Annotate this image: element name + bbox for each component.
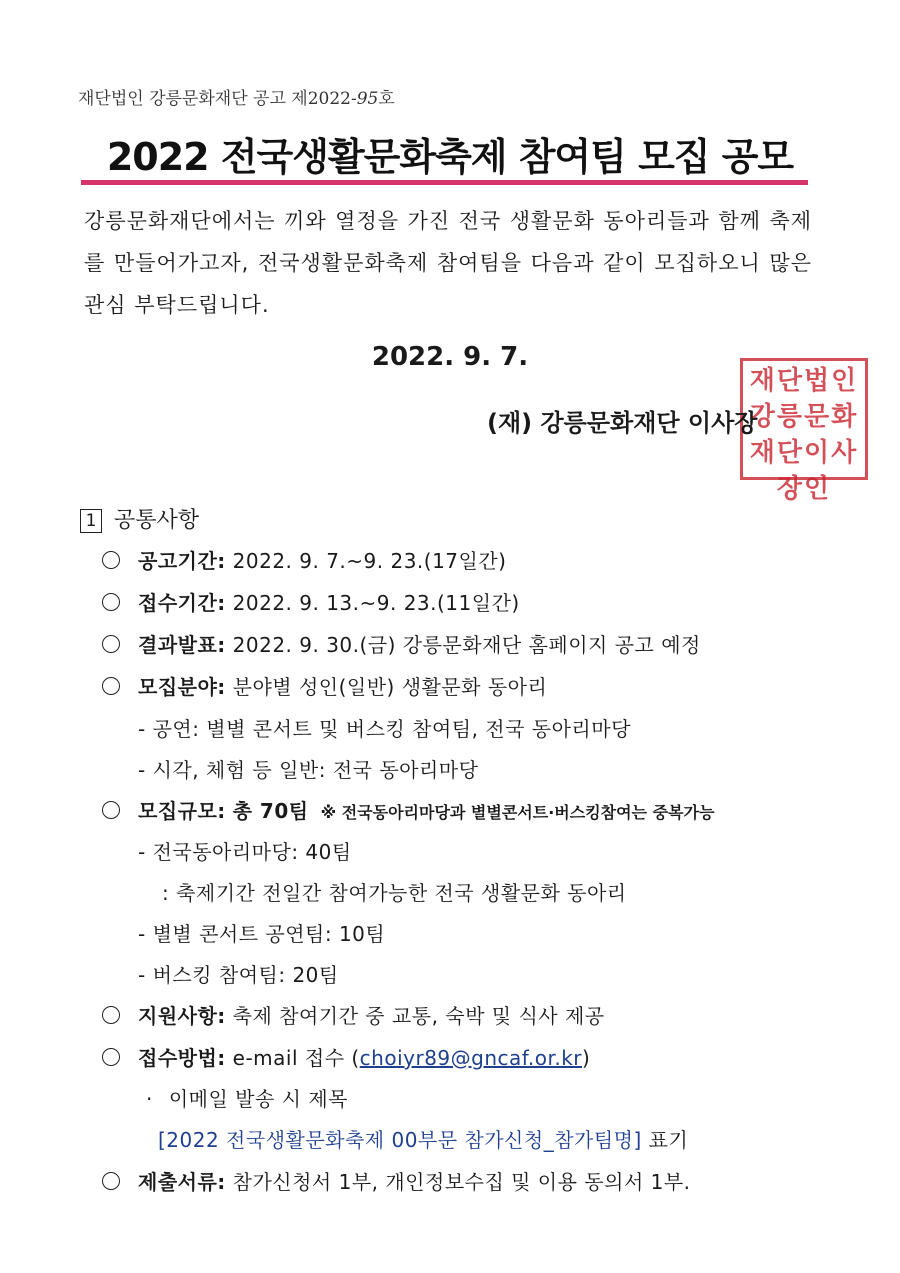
scale-sub-busking: - 버스킹 참여팀: 20팀 (138, 963, 339, 987)
item-support (102, 1000, 605, 1029)
section-title: 공통사항 (114, 508, 200, 533)
issuer-name: (재) 강릉문화재단 이사장 (487, 409, 758, 437)
section-heading (80, 503, 199, 534)
email-subject-heading (146, 1083, 348, 1112)
field-sub-general: - 시각, 체험 등 일반: 전국 동아리마당 (138, 758, 479, 782)
support-value: 축제 참여기간 중 교통, 숙박 및 식사 제공 (232, 1004, 605, 1028)
official-seal: 재단법인 강릉문화 재단이사장인 (740, 358, 868, 480)
item-field (102, 671, 547, 700)
section-number: 1 (80, 509, 102, 533)
item-period (102, 545, 506, 574)
circle-bullet-icon (102, 677, 120, 695)
field-label: 모집분야: (138, 675, 226, 699)
scale-sub-club-yard-desc: : 축제기간 전일간 참여가능한 전국 생활문화 동아리 (162, 881, 627, 905)
support-label: 지원사항: (138, 1004, 226, 1028)
circle-bullet-icon (102, 1048, 120, 1066)
result-value: 2022. 9. 30.(금) 강릉문화재단 홈페이지 공고 예정 (232, 633, 701, 657)
scale-sub-club-yard: - 전국동아리마당: 40팀 (138, 840, 352, 864)
item-receipt (102, 587, 520, 616)
circle-bullet-icon (102, 801, 120, 819)
item-docs (102, 1166, 691, 1195)
email-link[interactable]: choiyr89@gncaf.or.kr (359, 1046, 582, 1070)
title-underline (81, 180, 808, 185)
scale-value: 총 70팀 (232, 799, 309, 823)
notice-number-handwritten: 95 (356, 89, 379, 109)
notice-number-prefix: 재단법인 강릉문화재단 공고 제2022- (78, 89, 357, 109)
method-value: e-mail 접수 ( (232, 1046, 360, 1070)
method-label: 접수방법: (138, 1046, 226, 1070)
notice-number (78, 84, 395, 109)
email-subject-line (158, 1124, 688, 1153)
docs-label: 제출서류: (138, 1170, 226, 1194)
middle-dot-bullet-icon: · (146, 1087, 153, 1111)
period-label: 공고기간: (138, 549, 226, 573)
item-scale (102, 795, 714, 824)
scale-sub-concert: - 별별 콘서트 공연팀: 10팀 (138, 922, 386, 946)
item-result (102, 629, 701, 658)
result-label: 결과발표: (138, 633, 226, 657)
announcement-date: 2022. 9. 7. (371, 342, 529, 372)
page-title: 2022 전국생활문화축제 참여팀 모집 공모 (106, 135, 794, 179)
circle-bullet-icon (102, 593, 120, 611)
email-subject-label: 이메일 발송 시 제목 (168, 1087, 348, 1111)
item-method (102, 1042, 590, 1071)
period-value: 2022. 9. 7.~9. 23.(17일간) (232, 549, 507, 573)
circle-bullet-icon (102, 635, 120, 653)
receipt-label: 접수기간: (138, 591, 226, 615)
docs-value: 참가신청서 1부, 개인정보수집 및 이용 동의서 1부. (232, 1170, 691, 1194)
intro-paragraph: 강릉문화재단에서는 끼와 열정을 가진 전국 생활문화 동아리들과 함께 축제를 만들어가고자, 전국생활문화축제 참여팀을 다음과 같이 모집하오니 많은 관심 부탁드립니다. (84, 209, 812, 317)
circle-bullet-icon (102, 551, 120, 569)
field-value: 분야별 성인(일반) 생활문화 동아리 (232, 675, 548, 699)
receipt-value: 2022. 9. 13.~9. 23.(11일간) (232, 591, 520, 615)
notice-number-suffix: 호 (378, 89, 395, 109)
field-sub-performance: - 공연: 별별 콘서트 및 버스킹 참여팀, 전국 동아리마당 (138, 717, 631, 741)
scale-label: 모집규모: (138, 799, 226, 823)
email-subject-value: [2022 전국생활문화축제 00부문 참가신청_참가팀명] (158, 1128, 642, 1152)
email-subject-suffix: 표기 (648, 1128, 689, 1152)
scale-note: ※ 전국동아리마당과 별별콘서트·버스킹참여는 중복가능 (320, 803, 715, 822)
method-close: ) (582, 1046, 591, 1070)
circle-bullet-icon (102, 1172, 120, 1190)
circle-bullet-icon (102, 1006, 120, 1024)
